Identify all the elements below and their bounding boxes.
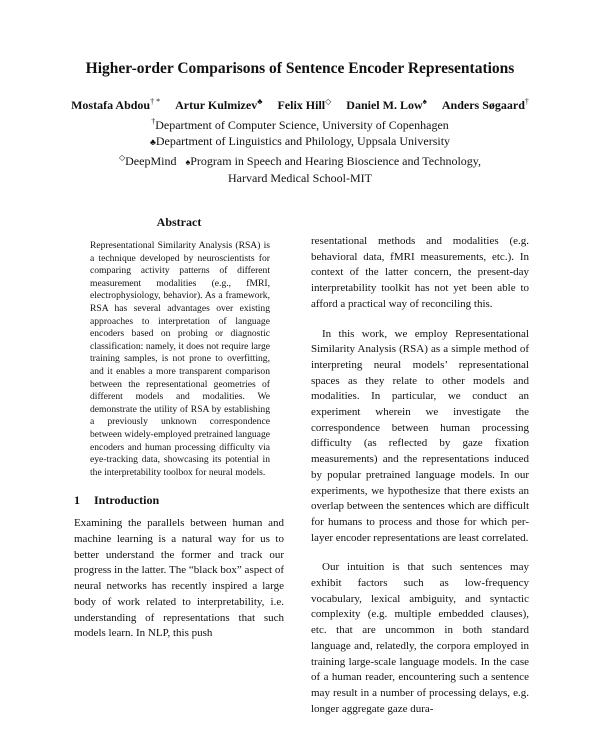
- intro-paragraph: Examining the parallels between human and machine learning is a natural way for us to better understand the former and track our progress in the latter. The “black box” aspect of neural networks has recently inspired a large body of work related to interpretability, i.e. understanding of representations that such models learn. In NLP, this push: [74, 517, 284, 640]
- affiliation-mark: †: [151, 117, 156, 126]
- body-paragraph: Our intuition is that such sentences may exhibit factors such as low-frequency vocabulary, lexical ambiguity, and syntactic complexity (e.g. multiple embedded clauses), etc. that are uncommon in both standard language and, relatedly, the corpora employed in training large-scale language models. In the case of a human reader, encountering such a sentence may result in a number of processing delays, e.g. longer aggregate gaze dura-: [311, 561, 529, 715]
- affiliation-text: Department of Computer Science, University of Copenhagen: [155, 118, 449, 132]
- author-mark: ♣: [257, 97, 263, 106]
- author: [346, 98, 427, 112]
- section-title: Introduction: [94, 493, 160, 508]
- affiliation: [0, 170, 600, 186]
- affiliation-list: [0, 114, 600, 186]
- affiliation: [0, 133, 600, 150]
- author-name: Daniel M. Low: [346, 98, 423, 112]
- right-column: [311, 234, 529, 731]
- author-name: Artur Kulmizev: [175, 98, 258, 112]
- section-number: 1: [74, 493, 80, 508]
- affiliation-mark: ◇: [118, 153, 126, 162]
- left-column: [74, 215, 284, 642]
- body-paragraph: In this work, we employ Representational Similarity Analysis (RSA) as a simple method of interpreting neural models’ representational spaces as they relate to other models and modalities. In particular, we conduct an experiment wherein we investigate the correspondence between human processing difficulty (as reflected by gaze fixation measurements) and the representations induced by popular pretrained language models. In our experiments, we hypothesize that there exists an overlap between the sentences which are difficult for humans to process and those for which per-layer encoder representations are least correlated.: [311, 327, 529, 544]
- author-name: Mostafa Abdou: [71, 98, 151, 112]
- body-paragraph: resentational methods and modalities (e.g. behavioral data, fMRI measurements, etc.). In context of the latter concern, the present-day interpretability toolkit has not yet been able to afford a practical way of reconciling this.: [311, 235, 529, 310]
- author-name: Anders Søgaard: [441, 98, 525, 112]
- affiliation-text: Harvard Medical School-MIT: [228, 171, 372, 185]
- affiliation-text: DeepMind: [125, 154, 177, 168]
- author: [277, 98, 331, 112]
- author-name: Felix Hill: [277, 98, 326, 112]
- author: [442, 98, 529, 112]
- affiliation-text: Program in Speech and Hearing Bioscience and Technology,: [190, 154, 481, 168]
- author-mark: †: [524, 97, 529, 106]
- author-mark: ◇: [325, 97, 332, 106]
- abstract-heading: Abstract: [156, 215, 202, 229]
- author-list: [0, 97, 600, 113]
- affiliation: [0, 114, 600, 133]
- affiliation-text: Department of Linguistics and Philology, Uppsala University: [155, 134, 451, 148]
- affiliation-mark: ♣: [149, 137, 156, 147]
- author: [175, 98, 262, 112]
- abstract-text: Representational Similarity Analysis (RSA) is a technique developed by neuroscientists for comparing activity patterns of different measurement modalities (e.g., fMRI, electrophysiology, behavior). As a framework, RSA has several advantages over existing approaches to interpretation of language encoders based on probing or diagnostic classification: namely, it does not require large training samples, is not prone to overfitting, and it enables a more transparent comparison between the representational geometries of different models and modalities. We demonstrate the utility of RSA by establishing a previously unknown correspondence between widely-employed pretrained language encoders and human processing difficulty via eye-tracking data, showcasing its potential in the interpretability toolbox for neural models.: [90, 240, 270, 478]
- author-mark: ♠: [422, 97, 427, 106]
- author: [71, 98, 160, 112]
- affiliation: [0, 150, 600, 170]
- section-heading: [74, 493, 284, 508]
- author-mark: † *: [150, 97, 161, 106]
- affiliation-mark: ♠: [185, 157, 191, 167]
- paper-title: Higher-order Comparisons of Sentence Encoder Representations: [85, 60, 515, 77]
